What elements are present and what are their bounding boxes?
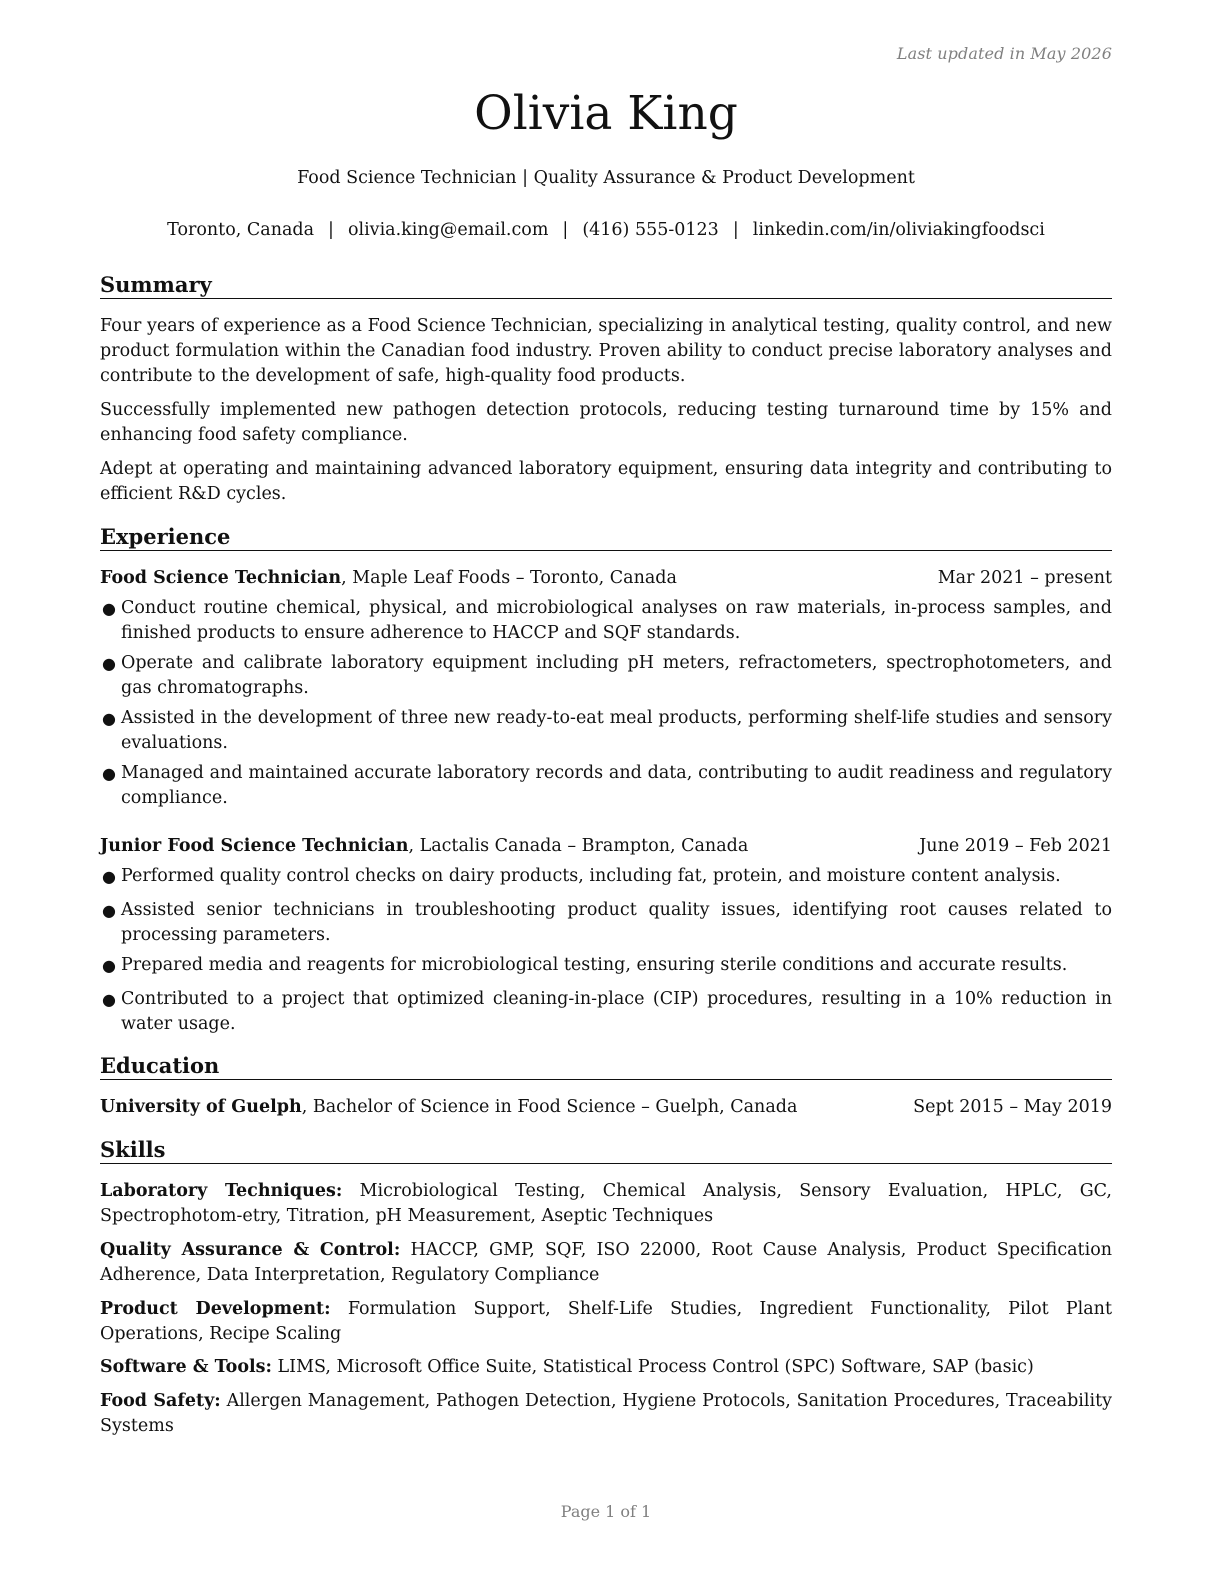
skill-label: Software & Tools: bbox=[100, 1357, 272, 1377]
bullet-icon: ● bbox=[102, 709, 116, 728]
bullet-text: Contributed to a project that optimized cleaning-in-place (CIP) procedures, resulting in a 10% reduction in water usage. bbox=[121, 989, 1112, 1034]
person-name: Olivia King bbox=[474, 86, 738, 141]
bullet-text: Conduct routine chemical, physical, and microbiological analyses on raw materials, in-process samples, and finished products to ensure adherence to HACCP and SQF standards. bbox=[121, 598, 1112, 643]
job-title-line bbox=[100, 834, 748, 859]
contact-location: Toronto, Canada bbox=[167, 220, 315, 240]
job-bullet bbox=[100, 706, 1112, 756]
job-title-line bbox=[100, 566, 677, 591]
degree: , Bachelor of Science in Food Science – Guelph, Canada bbox=[301, 1097, 798, 1117]
job-header bbox=[100, 834, 1112, 859]
contact-linkedin[interactable]: linkedin.com/in/oliviakingfoodsci bbox=[752, 220, 1045, 240]
skill-group bbox=[100, 1297, 1112, 1347]
skill-group bbox=[100, 1355, 1112, 1380]
job-dates: June 2019 – Feb 2021 bbox=[919, 836, 1112, 856]
skill-items: HACCP, GMP, SQF, ISO 22000, Root Cause Analysis, Product Specification Adherence, Data Interpretation, Regulatory Compliance bbox=[100, 1240, 1112, 1285]
last-updated: Last updated in May 2026 bbox=[896, 44, 1112, 63]
job-org: , Maple Leaf Foods – Toronto, Canada bbox=[341, 568, 677, 588]
bullet-text: Assisted in the development of three new ready-to-eat meal products, performing shelf-life studies and sensory evaluations. bbox=[121, 708, 1112, 753]
job-bullet bbox=[100, 596, 1112, 646]
contact-separator: | bbox=[328, 220, 334, 240]
job-bullet bbox=[100, 953, 1112, 978]
contact-line bbox=[100, 220, 1112, 240]
bullet-text: Prepared media and reagents for microbiological testing, ensuring sterile conditions and accurate results. bbox=[121, 955, 1068, 975]
bullet-text: Performed quality control checks on dairy products, including fat, protein, and moisture content analysis. bbox=[121, 866, 1061, 886]
page-number: Page 1 of 1 bbox=[560, 1502, 652, 1521]
skill-items: Microbiological Testing, Chemical Analysis, Sensory Evaluation, HPLC, GC, Spectrophotom-etry, Titration, pH Measurement, Aseptic Techniques bbox=[100, 1181, 1112, 1226]
bullet-text: Operate and calibrate laboratory equipment including pH meters, refractometers, spectrophotometers, and gas chromatographs. bbox=[121, 653, 1112, 698]
job-role: Food Science Technician bbox=[100, 568, 342, 588]
bullet-text: Managed and maintained accurate laboratory records and data, contributing to audit readiness and regulatory compliance. bbox=[121, 763, 1112, 808]
bullet-icon: ● bbox=[102, 901, 116, 920]
bullet-text: Assisted senior technicians in troubleshooting product quality issues, identifying root causes related to processing parameters. bbox=[121, 900, 1112, 945]
skill-group bbox=[100, 1238, 1112, 1288]
summary-paragraph: Four years of experience as a Food Science Technician, specializing in analytical testing, quality control, and new product formulation within the Canadian food industry. Proven ability to conduct precise laboratory analyses and contribute to the development of safe, high-quality food products. bbox=[100, 316, 1112, 386]
skill-items: Formulation Support, Shelf-Life Studies, Ingredient Functionality, Pilot Plant Operations, Recipe Scaling bbox=[100, 1299, 1112, 1344]
bullet-icon: ● bbox=[102, 654, 116, 673]
skill-label: Quality Assurance & Control: bbox=[100, 1240, 401, 1260]
bullet-icon: ● bbox=[102, 990, 116, 1009]
summary-paragraph: Adept at operating and maintaining advanced laboratory equipment, ensuring data integrity and contributing to efficient R&D cycles. bbox=[100, 459, 1112, 504]
summary-paragraph: Successfully implemented new pathogen detection protocols, reducing testing turnaround time by 15% and enhancing food safety compliance. bbox=[100, 400, 1112, 445]
job-bullet bbox=[100, 651, 1112, 701]
job-role: Junior Food Science Technician bbox=[100, 836, 409, 856]
section-title-experience: Experience bbox=[100, 524, 1112, 551]
bullet-icon: ● bbox=[102, 599, 116, 618]
job-org: , Lactalis Canada – Brampton, Canada bbox=[408, 836, 749, 856]
contact-separator: | bbox=[732, 220, 739, 240]
education-entry bbox=[100, 1095, 1112, 1120]
bullet-icon: ● bbox=[102, 956, 116, 975]
job-bullet bbox=[100, 987, 1112, 1037]
skill-group bbox=[100, 1179, 1112, 1229]
bullet-icon: ● bbox=[102, 867, 116, 886]
job-bullet bbox=[100, 761, 1112, 811]
tagline: Food Science Technician | Quality Assurance & Product Development bbox=[297, 168, 915, 188]
contact-phone: (416) 555-0123 bbox=[582, 220, 719, 240]
contact-separator: | bbox=[562, 220, 569, 240]
skill-group bbox=[100, 1389, 1112, 1439]
bullet-icon: ● bbox=[102, 764, 116, 783]
job-bullet bbox=[100, 898, 1112, 948]
skill-label: Product Development: bbox=[100, 1299, 331, 1319]
job-dates: Mar 2021 – present bbox=[937, 568, 1112, 588]
school-name: University of Guelph bbox=[100, 1097, 302, 1117]
section-title-skills: Skills bbox=[100, 1137, 1112, 1164]
skill-items: LIMS, Microsoft Office Suite, Statistical Process Control (SPC) Software, SAP (basic) bbox=[271, 1357, 1034, 1377]
skill-items: Allergen Management, Pathogen Detection, Hygiene Protocols, Sanitation Procedures, Traceability Systems bbox=[100, 1391, 1112, 1436]
section-title-education: Education bbox=[100, 1053, 1112, 1080]
section-title-summary: Summary bbox=[100, 272, 1112, 299]
skill-label: Laboratory Techniques: bbox=[100, 1181, 343, 1201]
skill-label: Food Safety: bbox=[100, 1391, 221, 1411]
education-dates: Sept 2015 – May 2019 bbox=[913, 1097, 1112, 1117]
job-bullet bbox=[100, 864, 1112, 889]
job-header bbox=[100, 566, 1112, 591]
contact-email[interactable]: olivia.king@email.com bbox=[347, 220, 549, 240]
education-line bbox=[100, 1095, 797, 1120]
